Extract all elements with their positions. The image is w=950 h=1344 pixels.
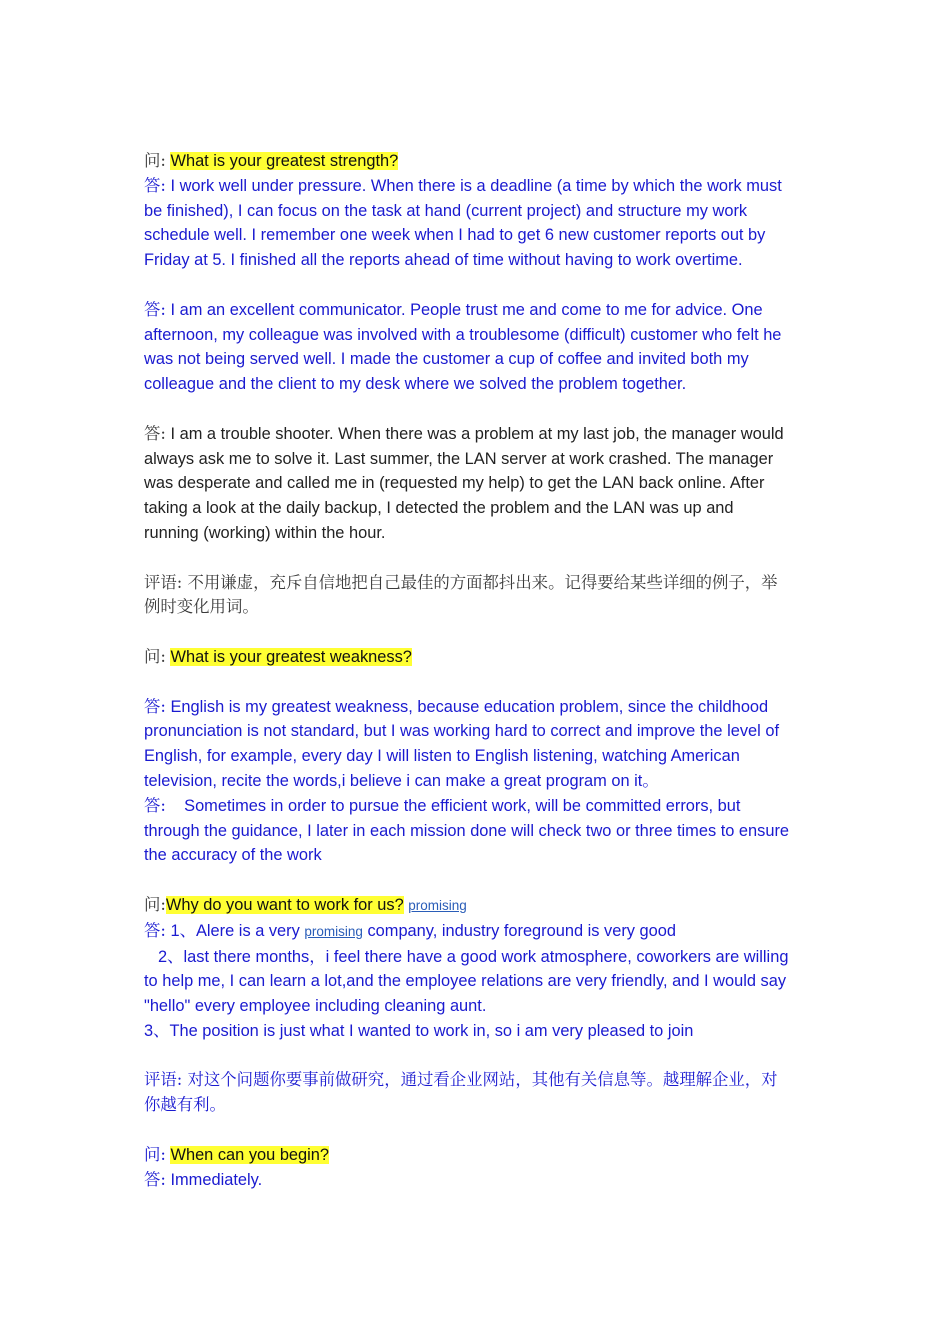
answer-line: through the guidance, I later in each mission done will check two or three times to ensure: [144, 821, 790, 840]
answer-label: 答:: [144, 795, 166, 815]
answer-line: running (working) within the hour.: [144, 523, 386, 542]
answer-line: "hello" every employee including cleaning aunt.: [144, 997, 487, 1016]
answer-line: colleague and the client to my desk where we solved the problem together.: [144, 375, 687, 394]
comment-line: 例时变化用词。: [144, 597, 259, 617]
answer-line: pronunciation is not standard, but I was working hard to correct and improve the level of: [144, 722, 780, 741]
answer-line: English, for example, every day I will listen to English listening, watching American: [144, 747, 740, 766]
question-label: 问:: [144, 151, 166, 170]
answer-line: was not being served well. I made the customer a cup of coffee and invited both my: [144, 350, 749, 369]
answer-line: 3、The position is just what I wanted to work in, so i am very pleased to join: [144, 1021, 694, 1040]
answer-label: 答:: [144, 423, 166, 443]
comment-why-us: [144, 1068, 814, 1118]
answer-line: English is my greatest weakness, because education problem, since the childhood: [165, 697, 769, 716]
document-content: [144, 149, 814, 1192]
question-why-us: [144, 893, 814, 919]
answer-line: was desperate and called me in (requested my help) to get the LAN back online. After: [144, 474, 765, 493]
question-label: 问:: [144, 1144, 166, 1164]
answer-line: the accuracy of the work: [144, 846, 322, 865]
comment-line: 评语: 不用谦虚，充斥自信地把自己最佳的方面都抖出来。记得要给某些详细的例子，举: [144, 572, 778, 592]
question-weakness: [144, 645, 814, 670]
answer-line: Immediately.: [165, 1170, 263, 1189]
answer-label: 答:: [144, 175, 166, 195]
answer-label: 答:: [144, 299, 166, 319]
answer-strength-3: [144, 422, 814, 546]
question-label: 问:: [144, 894, 166, 914]
answer-begin: [144, 1168, 814, 1193]
answer-weakness-2: [144, 794, 814, 868]
answer-line: Friday at 5. I finished all the reports ahead of time without having to work overtime.: [144, 251, 743, 270]
comment-line: 你越有利。: [144, 1095, 226, 1115]
answer-line: schedule well. I remember one week when I had to get 6 new customer reports out by: [144, 226, 766, 245]
answer-label: 答:: [144, 920, 166, 940]
answer-line: 1、Alere is a very: [165, 921, 305, 940]
answer-line: television, recite the words,i believe i can make a great program on it。: [144, 771, 659, 790]
question-text: What is your greatest strength?: [170, 152, 399, 170]
question-text: When can you begin?: [170, 1145, 330, 1164]
answer-line: 2、last there months，i feel there have a good work atmosphere, coworkers are willing: [158, 947, 789, 966]
answer-line: to help me, I can learn a lot,and the employee relations are very friendly, and I would say: [144, 972, 787, 991]
question-text: Why do you want to work for us?: [165, 895, 404, 914]
question-strength: [144, 149, 814, 174]
answer-why-us: [144, 919, 814, 1044]
comment-strength: [144, 571, 814, 621]
answer-label: 答:: [144, 696, 166, 716]
answer-line: I work well under pressure. When there is a deadline (a time by which the work must: [165, 176, 782, 195]
question-label: 问:: [144, 646, 166, 666]
question-text: What is your greatest weakness?: [170, 647, 412, 666]
question-begin: [144, 1143, 814, 1168]
answer-line: I am an excellent communicator. People trust me and come to me for advice. One: [165, 300, 763, 319]
answer-line: company, industry foreground is very good: [362, 921, 677, 940]
answer-line: afternoon, my colleague was involved with a troublesome (difficult) customer who felt he: [144, 325, 782, 344]
answer-line: be finished), I can focus on the task at hand (current project) and structure my work: [144, 201, 748, 220]
promising-link[interactable]: promising: [408, 897, 467, 913]
answer-line: taking a look at the daily backup, I detected the problem and the LAN was up and: [144, 499, 734, 518]
answer-label: 答:: [144, 1169, 166, 1189]
answer-line: always ask me to solve it. Last summer, the LAN server at work crashed. The manager: [144, 449, 774, 468]
answer-line: Sometimes in order to pursue the efficient work, will be committed errors, but: [165, 796, 741, 815]
answer-strength-2: [144, 298, 814, 397]
answer-weakness-1: [144, 695, 814, 794]
comment-line: 评语: 对这个问题你要事前做研究，通过看企业网站，其他有关信息等。越理解企业，对: [144, 1070, 778, 1090]
promising-link[interactable]: promising: [304, 923, 363, 939]
answer-line: I am a trouble shooter. When there was a problem at my last job, the manager would: [165, 424, 784, 443]
answer-strength-1: [144, 174, 814, 273]
